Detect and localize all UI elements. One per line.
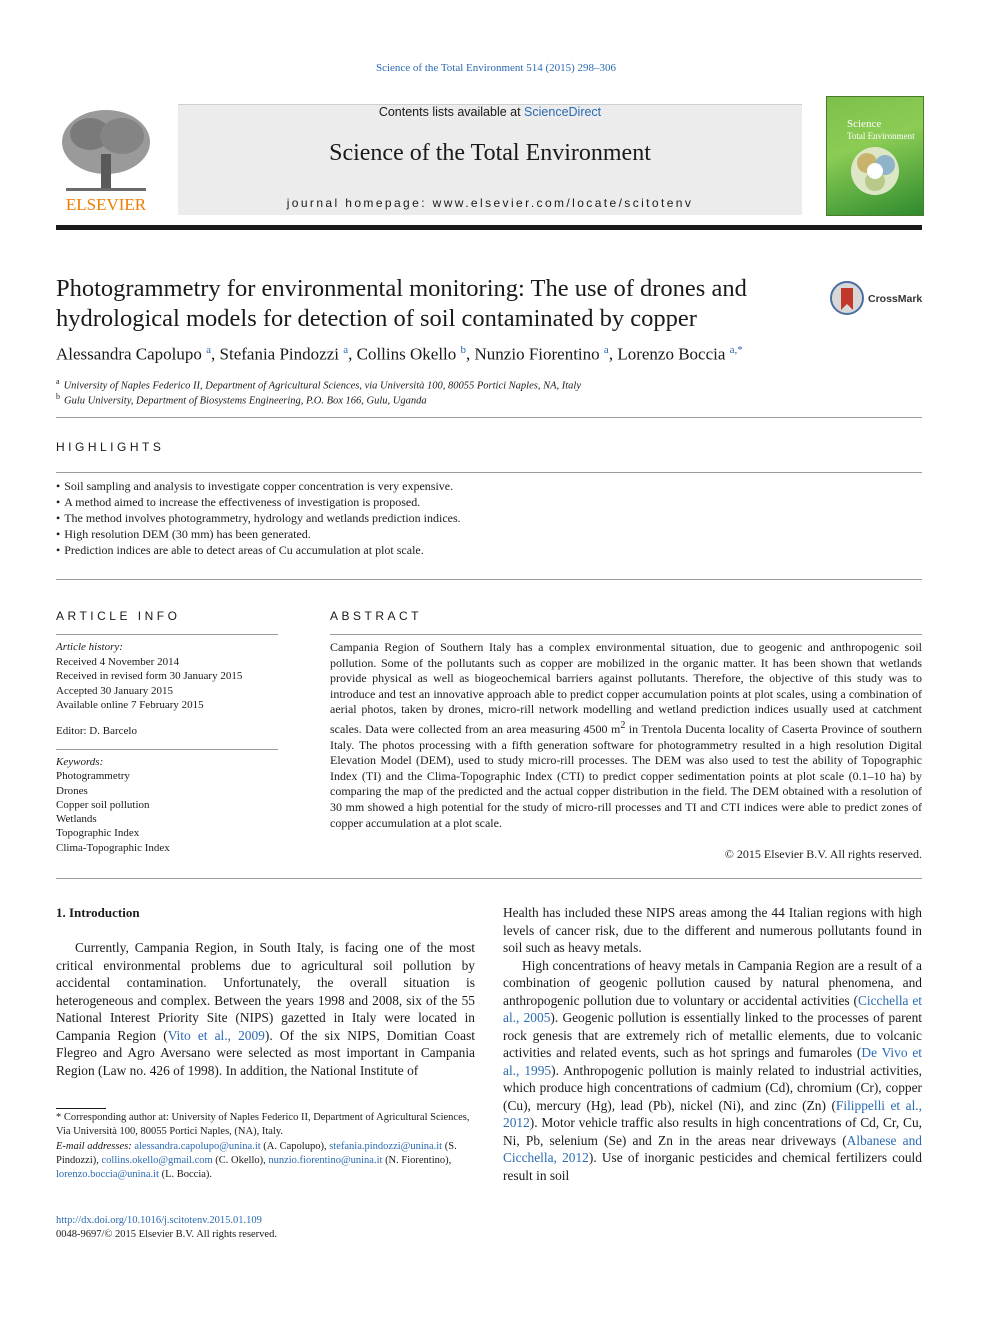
highlight-item: • Prediction indices are able to detect areas of Cu accumulation at plot scale. xyxy=(56,542,922,558)
highlight-item: • The method involves photogrammetry, hydrology and wetlands prediction indices. xyxy=(56,510,922,526)
section-divider xyxy=(330,634,922,635)
affiliation: $^a$ University of Naples Federico II, Department of Agricultural Sciences, via Università 100, 80055 Portici Naples, NA, Italy xyxy=(56,377,581,392)
article-info-heading: ARTICLE INFO xyxy=(56,609,181,623)
affiliation: $^b$ Gulu University, Department of Biosystems Engineering, P.O. Box 166, Gulu, Uganda xyxy=(56,392,427,407)
citation-link[interactable]: Filippelli et al., 2012 xyxy=(503,1097,922,1130)
contents-line: Contents lists available at ScienceDirect xyxy=(378,105,602,119)
journal-citation-link[interactable]: Science of the Total Environment 514 (2015) 298–306 xyxy=(375,62,617,74)
highlight-item: • High resolution DEM (30 mm) has been generated. xyxy=(56,526,922,542)
journal-title: Science of the Total Environment xyxy=(329,140,651,166)
abstract-copyright: © 2015 Elsevier B.V. All rights reserved. xyxy=(724,847,922,861)
svg-text:CrossMark: CrossMark xyxy=(868,293,923,305)
abstract-text: Campania Region of Southern Italy has a complex environmental situation, due to geogenic and anthropogenic soil pollution. Some of the pollutants such as copper are mobilized in the organic matter. It has been shown that wetlands provide physical as well as biogeochemical barriers against pollutants. Therefore, the objective of this study was to introduce and test an innovative approach able to predict copper accumulation points at plot scales, using a combination of aerial photos, taken by drones, micro-rill network modelling and wetland prediction indices usually used at catchment scales. Data were collected from an area measuring 4500 $m^2$ in Trentola Ducenta locality of Caserta Province of southern Italy. The photos processing with a fifth generation software for photogrammetry resulted in a high resolution Digital Elevation Model (DEM), used to study micro-rill processes. The DEM was also used to test the ability of Topographic Index (TI) and the Clima-Topographic Index (CTI) to predict copper sedimentation points at plot scale (0.1–10 ha) by comparing the map of the predicted and the actual copper distribution in the field. The DEM obtained with a resolution of 30 mm showed a high potential for the study of micro-rill processes and TI and CTI indices were able to predict zones of copper accumulation at a plot scale. xyxy=(330,640,923,830)
paragraph: Health has included these NIPS areas among the 44 Italian regions with high levels of cancer risk, due to the different and numerous pollutants found in soil such as heavy metals. xyxy=(503,905,922,955)
highlights-heading: HIGHLIGHTS xyxy=(56,440,165,454)
keyword-item: Wetlands xyxy=(56,813,97,826)
email-link[interactable]: lorenzo.boccia@unina.it xyxy=(56,1169,159,1181)
citation-link[interactable]: Cicchella et al., 2005 xyxy=(503,992,922,1025)
highlights-list xyxy=(56,478,922,558)
author-affiliation-mark[interactable]: b xyxy=(460,344,467,356)
crossmark-icon xyxy=(830,280,926,316)
email-link[interactable]: nunzio.fiorentino@unina.it xyxy=(268,1154,383,1166)
history-item: Available online 7 February 2015 xyxy=(56,699,204,711)
email-link[interactable]: alessandra.capolupo@unina.it xyxy=(134,1140,261,1152)
elsevier-tree-icon xyxy=(56,104,156,214)
header-divider xyxy=(56,225,922,230)
history-item: Received 4 November 2014 xyxy=(56,655,180,668)
journal-cover-image xyxy=(826,96,924,216)
keyword-item: Drones xyxy=(56,784,88,797)
issn-line: 0048-9697/© 2015 Elsevier B.V. All rights reserved. xyxy=(56,1229,277,1240)
doi-link[interactable]: http://dx.doi.org/10.1016/j.scitotenv.2015.01.109 xyxy=(56,1215,262,1226)
author-name[interactable]: Lorenzo Boccia xyxy=(617,344,726,364)
author-name[interactable]: Nunzio Fiorentino xyxy=(474,344,600,364)
svg-text:Science: Science xyxy=(847,118,882,130)
keyword-item: Topographic Index xyxy=(56,827,140,840)
footnote-divider xyxy=(56,1108,106,1109)
keyword-item: Photogrammetry xyxy=(56,770,130,783)
body-column-right xyxy=(503,904,922,1184)
section-divider xyxy=(56,749,278,750)
elsevier-wordmark: ELSEVIER xyxy=(65,195,147,214)
citation-link[interactable]: De Vivo et al., 1995 xyxy=(503,1045,922,1078)
paragraph: Currently, Campania Region, in South Italy, is facing one of the most critical environmental problems due to agricultural soil pollution by accidental contamination. Unfortunately, the overall situation is heterogeneous and complex. Between the years 1998 and 2008, six of the 55 National Interest Priority Site (NIPS) gazetted in Italy were located in Campania Region (Vito et al., 2009). Of the six NIPS, Domitian Coast Flegreo and Agro Aversano were selected as most important in Campania Region (Law no. 426 of 1998). In addition, the National Institute of xyxy=(56,940,475,1078)
citation-link[interactable]: Albanese and Cicchella, 2012 xyxy=(503,1132,922,1165)
section-divider xyxy=(56,634,278,635)
section-divider xyxy=(56,472,922,473)
elsevier-logo xyxy=(56,104,156,214)
journal-homepage[interactable]: journal homepage: www.elsevier.com/locate/scitotenv xyxy=(286,196,694,210)
cover-art-icon xyxy=(827,97,923,215)
section-divider xyxy=(56,579,922,580)
author-affiliation-mark[interactable]: a xyxy=(206,344,212,356)
highlight-item: • Soil sampling and analysis to investigate copper concentration is very expensive. xyxy=(56,478,922,494)
sciencedirect-link[interactable]: ScienceDirect xyxy=(524,105,602,119)
section-divider xyxy=(56,417,922,418)
footnotes xyxy=(56,1111,475,1182)
author-name[interactable]: Alessandra Capolupo xyxy=(56,344,202,364)
article-title: Photogrammetry for environmental monitoring: The use of drones and hydrological models for detection of soil contaminated by copper xyxy=(56,275,747,332)
paragraph: High concentrations of heavy metals in Campania Region are a result of a combination of geogenic pollution caused by natural phenomena, and anthropogenic pollution due to voluntary or accidental activities (Cicchella et al., 2005). Geogenic pollution is essentially linked to the processes of parent rock genesis that are extremely rich of metallic elements, due to volcanic activities and related events, such as hot springs and fumaroles (De Vivo et al., 1995). Anthropogenic pollution is mainly related to industrial activities, which produce high concentrations of cadmium (Cd), chromium (Cr), copper (Cu), mercury (Hg), lead (Pb), nickel (Ni), and zinc (Zn) (Filippelli et al., 2012). Motor vehicle traffic also results in high concentrations of Cd, Cr, Cu, Ni, Pb, selenium (Se) and Zn in the areas near driveways (Albanese and Cicchella, 2012). Use of inorganic pesticides and chemical fertilizers could result in soil xyxy=(503,957,922,1183)
history-item: Received in revised form 30 January 2015 xyxy=(56,670,243,682)
section-divider xyxy=(56,878,922,879)
keyword-item: Clima-Topographic Index xyxy=(56,841,170,854)
author-affiliation-mark[interactable]: a xyxy=(603,344,609,356)
keywords-label: Keywords: xyxy=(56,756,104,768)
email-link[interactable]: stefania.pindozzi@unina.it xyxy=(329,1140,443,1152)
author-list: Alessandra Capolupo $^a$, Stefania Pindozzi $^a$, Collins Okello $^b$, Nunzio Fiorentino $^a$, Lorenzo Boccia $^{a,*}$ xyxy=(56,344,743,364)
keywords xyxy=(56,755,278,855)
crossmark-badge[interactable] xyxy=(830,280,926,316)
corresponding-author-note: * Corresponding author at: University of Naples Federico II, Department of Agricultural Sciences, Via Università 100, 80055 Portici Naples, (NA), Italy. xyxy=(56,1112,470,1138)
history-label: Article history: xyxy=(56,641,123,653)
abstract-heading: ABSTRACT xyxy=(330,609,423,623)
email-link[interactable]: collins.okello@gmail.com xyxy=(101,1154,213,1166)
author-affiliation-mark[interactable]: a xyxy=(343,344,349,356)
introduction-heading: 1. Introduction xyxy=(56,905,140,920)
author-name[interactable]: Stefania Pindozzi xyxy=(219,344,339,364)
editor-line: Editor: D. Barcelo xyxy=(56,725,137,737)
author-name[interactable]: Collins Okello xyxy=(356,344,457,364)
email-addresses: E-mail addresses: alessandra.capolupo@unina.it (A. Capolupo), stefania.pindozzi@unina.it (S. Pindozzi), collins.okello@gmail.com (C. Okello), nunzio.fiorentino@unina.it (N. Fiorentino), lorenzo.boccia@unina.it (L. Boccia). xyxy=(56,1140,457,1181)
author-affiliation-mark[interactable]: a,* xyxy=(729,344,743,356)
citation-link[interactable]: Vito et al., 2009 xyxy=(167,1027,265,1043)
article-history xyxy=(56,640,278,713)
svg-text:Total Environment: Total Environment xyxy=(847,131,915,141)
keyword-item: Copper soil pollution xyxy=(56,798,150,811)
history-item: Accepted 30 January 2015 xyxy=(56,684,173,697)
highlight-item: • A method aimed to increase the effectiveness of investigation is proposed. xyxy=(56,494,922,510)
body-column-left xyxy=(56,939,475,1079)
